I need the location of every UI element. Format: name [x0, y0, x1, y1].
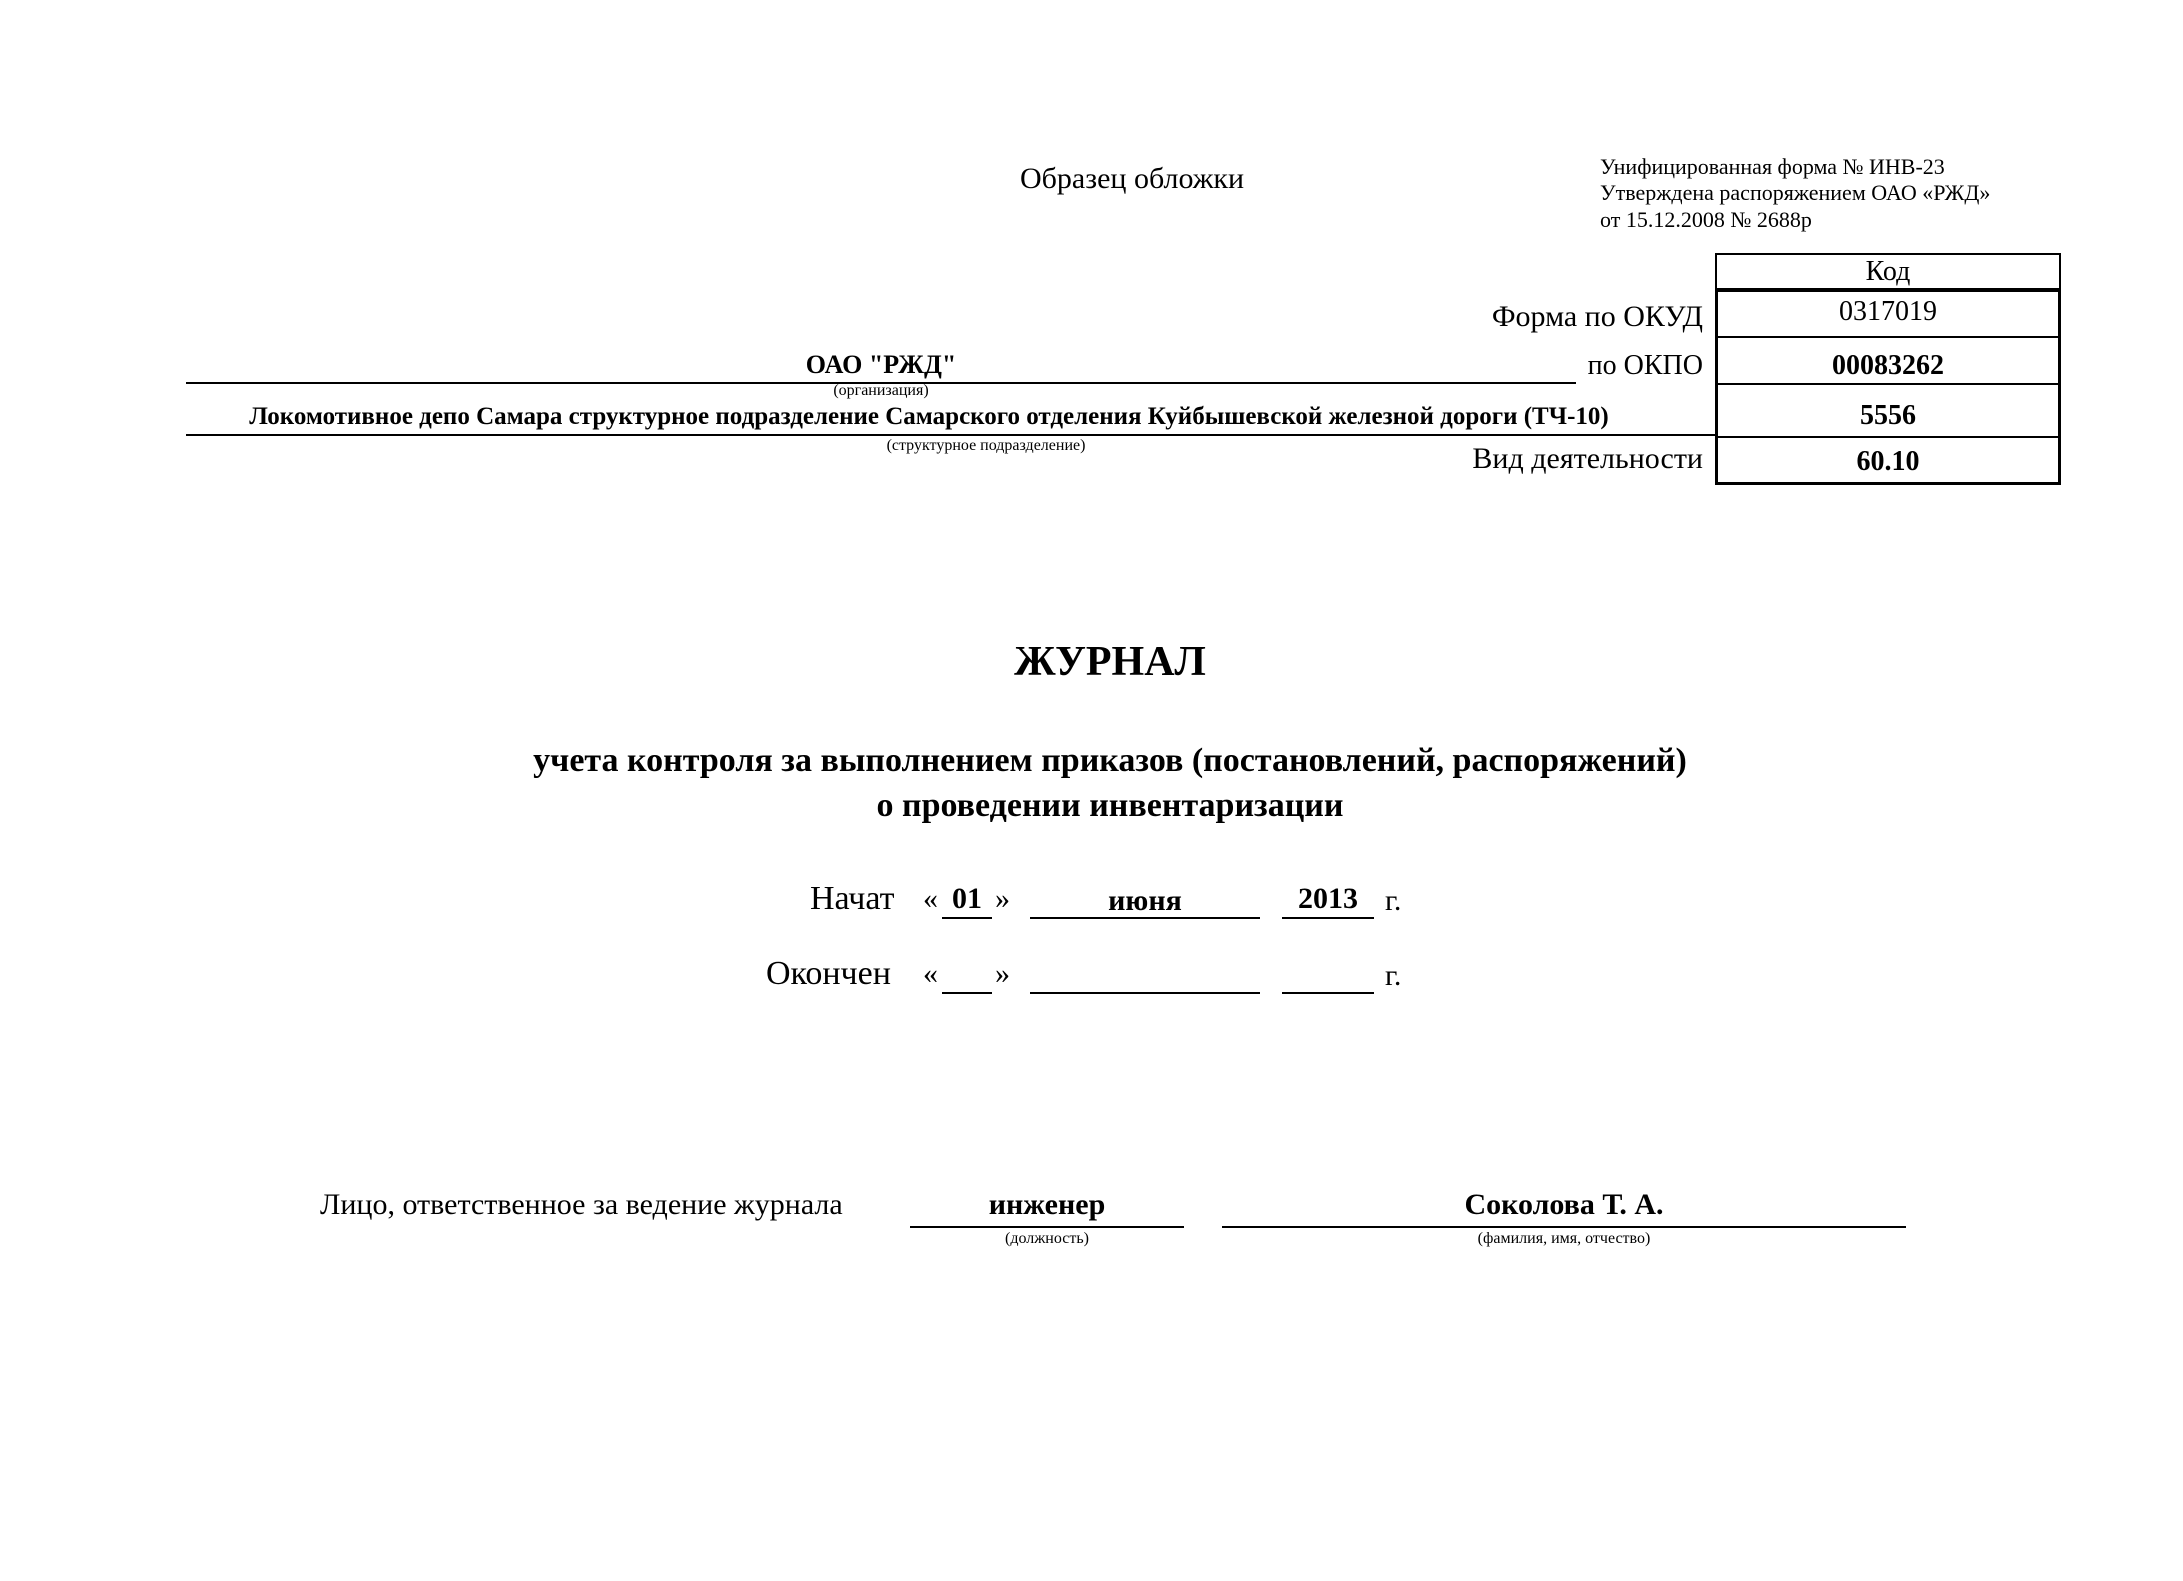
code-header: Код	[1865, 256, 1911, 287]
okud-label: Форма по ОКУД	[1491, 300, 1703, 333]
activity-label: Вид деятельности	[1472, 442, 1703, 475]
subdivision-caption: (структурное подразделение)	[886, 437, 1086, 454]
start-month: июня	[1108, 884, 1182, 917]
code-divider	[1715, 383, 2061, 385]
responsible-label: Лицо, ответственное за ведение журнала	[320, 1188, 843, 1221]
start-quote-open: «	[923, 882, 938, 915]
responsible-name: Соколова Т. А.	[1464, 1188, 1664, 1221]
start-day: 01	[952, 882, 982, 915]
organization-caption: (организация)	[833, 382, 929, 399]
okud-value: 0317019	[1839, 296, 1937, 327]
start-year-suffix: г.	[1385, 884, 1402, 917]
journal-subtitle-line-2: о проведении инвентаризации	[876, 787, 1344, 824]
end-year-underline	[1282, 992, 1374, 994]
end-quote-close: »	[995, 957, 1010, 990]
start-year-underline	[1282, 917, 1374, 919]
code-header-cell	[1715, 253, 2061, 290]
activity-value: 60.10	[1856, 446, 1920, 477]
end-quote-open: «	[923, 957, 938, 990]
journal-subtitle-line-1: учета контроля за выполнением приказов (постановлений, распоряжений)	[533, 742, 1687, 779]
okpo-label: по ОКПО	[1587, 350, 1703, 381]
start-quote-close: »	[995, 882, 1010, 915]
end-day-underline	[942, 992, 992, 994]
journal-title: ЖУРНАЛ	[1014, 639, 1206, 685]
start-month-underline	[1030, 917, 1260, 919]
form-line-1: Унифицированная форма № ИНВ-23	[1600, 154, 1945, 179]
form-line-2: Утверждена распоряжением ОАО «РЖД»	[1600, 180, 1991, 205]
name-underline	[1222, 1226, 1906, 1228]
end-month-underline	[1030, 992, 1260, 994]
subdivision-code: 5556	[1860, 400, 1916, 431]
name-caption: (фамилия, имя, отчество)	[1477, 1230, 1651, 1247]
subdivision-name: Локомотивное депо Самара структурное подразделение Самарского отделения Куйбышевской железной дороги (ТЧ-10)	[249, 403, 1609, 430]
end-label: Окончен	[766, 955, 891, 992]
sample-label: Образец обложки	[1020, 162, 1245, 195]
start-year: 2013	[1298, 882, 1358, 915]
start-label: Начат	[810, 880, 895, 917]
code-divider	[1715, 336, 2061, 338]
subdivision-underline	[186, 434, 1715, 436]
okpo-value: 00083262	[1832, 350, 1944, 381]
form-line-3: от 15.12.2008 № 2688р	[1600, 207, 1812, 232]
position-underline	[910, 1226, 1184, 1228]
start-day-underline	[942, 917, 992, 919]
end-year-suffix: г.	[1385, 959, 1402, 992]
position-caption: (должность)	[1005, 1230, 1089, 1247]
organization-name: ОАО "РЖД"	[805, 350, 957, 379]
responsible-position: инженер	[988, 1188, 1106, 1221]
